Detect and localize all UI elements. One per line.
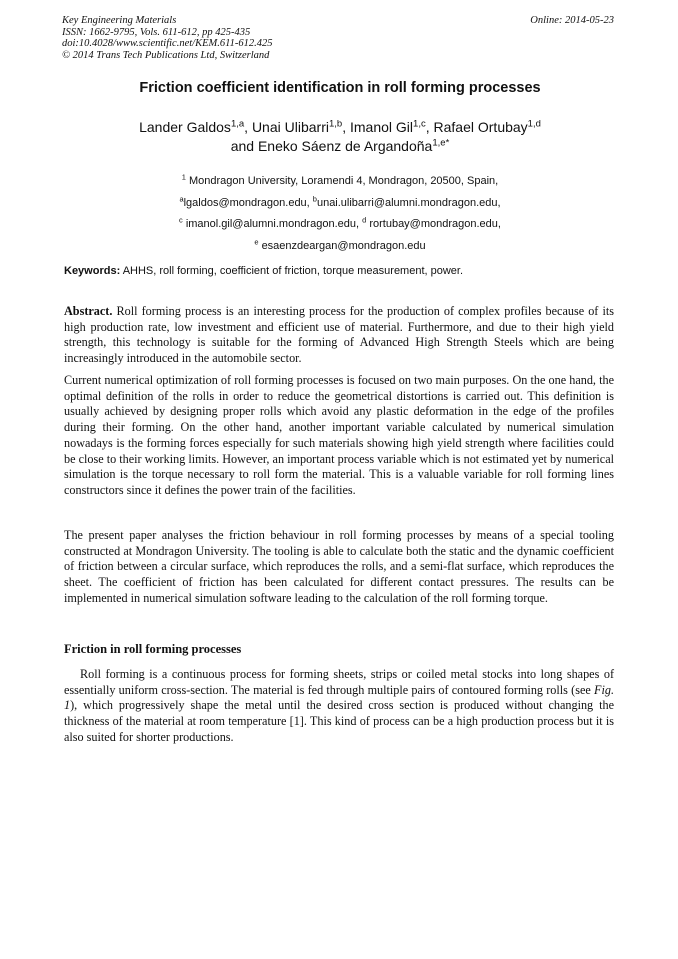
author-name: Lander Galdos (139, 119, 231, 135)
author-name: , Imanol Gil (342, 119, 414, 135)
author-list (40, 118, 640, 156)
section-paragraph-1 (64, 667, 614, 746)
abstract-label: Abstract. (64, 304, 113, 318)
section-heading: Friction in roll forming processes (64, 642, 242, 656)
keywords-text: AHHS, roll forming, coefficient of friction, torque measurement, power. (120, 265, 464, 277)
author-name: , Unai Ulibarri (244, 119, 329, 135)
keywords (64, 265, 616, 277)
affiliation-institution (40, 171, 640, 193)
journal-name: Key Engineering Materials (62, 15, 177, 26)
doi-line: doi:10.4028/www.scientific.net/KEM.611-612.425 (62, 38, 273, 49)
affiliation-emails-2 (40, 214, 640, 236)
email-b: unai.ulibarri@alumni.mondragon.edu, (316, 196, 501, 209)
online-date: Online: 2014-05-23 (530, 15, 614, 26)
issn-line: ISSN: 1662-9795, Vols. 611-612, pp 425-435 (62, 26, 251, 38)
abstract-paragraph-3: The present paper analyses the friction behaviour in roll forming processes by means of a special tooling constructed at Mondragon University. The tooling is able to calculate both the static and the dynamic coefficient of friction between a circular surface, which reproduces the rolls, and a semi-flat surface, which reproduces the sheet. The coefficient of friction has been calculated for different contact pressures. The results can be implemented in numerical simulation software leading to the calculation of the roll forming torque. (64, 528, 614, 605)
author-affil-mark: 1,a (230, 118, 245, 130)
author-affil-mark: 1,e* (432, 137, 450, 149)
institution-text: Mondragon University, Loramendi 4, Mondragon, 20500, Spain, (189, 175, 499, 187)
email-mark: b (312, 193, 317, 203)
abstract-paragraph-2: Current numerical optimization of roll forming processes is focused on two main purposes. On the one hand, the optimal definition of the rolls in order to reduce the geometrical distortions is carried out. This definition is usually achieved by designing proper rolls which avoid any plastic deformation in the edge of the profiles during their forming. On the other hand, another important variable calculated by numerical simulation nowadays is the forming forces especially for such materials showing high yield strength where facilities could be close to their working limits. However, an important process variable which is not estimated yet by numerical simulation is the torque necessary to roll form the material. This is a valuable variable for roll forming lines constructors since it defines the power train of the facilities. (64, 373, 614, 497)
email-d: rortubay@mondragon.edu, (369, 218, 501, 230)
email-mark: e (254, 236, 259, 246)
author-affil-mark: 1,b (328, 118, 343, 130)
email-mark: a (179, 193, 184, 203)
author-line-1 (40, 118, 640, 137)
email-c: imanol.gil@alumni.mondragon.edu, (185, 218, 360, 230)
section-text-a: Roll forming is a continuous process for forming sheets, strips or coiled metal stocks into long shapes of essentially uniform cross-section. The material is fed through multiple pairs of contoured forming rolls (see (64, 667, 614, 697)
section-text-b: ), which progressively shape the metal until the desired cross section is produced without changing the thickness of the material at room temperature [1]. This kind of process can be a high production process but it is also suited for shorter productions. (64, 698, 614, 744)
keywords-label: Keywords: (64, 265, 121, 277)
author-line-2 (40, 137, 640, 156)
paper-title: Friction coefficient identification in roll forming processes (139, 80, 541, 96)
author-affil-mark: 1,d (527, 118, 541, 130)
email-mark: d (362, 215, 367, 225)
affiliation-emails-3 (40, 236, 640, 258)
abstract-text-1: Roll forming process is an interesting process for the production of complex profiles because of its high production rate, low investment and efficient use of material. Furthermore, and due to their high yield strength, this technology is suitable for the forming of Advanced High Strength Steels which are being increasingly introduced in the automobile sector. (64, 304, 614, 366)
email-mark: c (179, 215, 183, 225)
email-e: esaenzdeargan@mondragon.edu (261, 239, 426, 252)
email-a: lgaldos@mondragon.edu, (183, 196, 310, 209)
copyright-line: © 2014 Trans Tech Publications Ltd, Switzerland (62, 49, 270, 61)
author-affil-mark: 1,c (413, 118, 426, 130)
journal-header (62, 15, 616, 61)
abstract-paragraph-1 (64, 304, 614, 367)
affil-mark: 1 (181, 172, 186, 182)
author-name: , Rafael Ortubay (425, 119, 528, 135)
author-name: and Eneko Sáenz de Argandoña (230, 138, 433, 154)
figure-reference: Fig. 1 (64, 682, 614, 713)
affiliation-emails-1 (40, 193, 640, 215)
affiliations (40, 171, 640, 257)
